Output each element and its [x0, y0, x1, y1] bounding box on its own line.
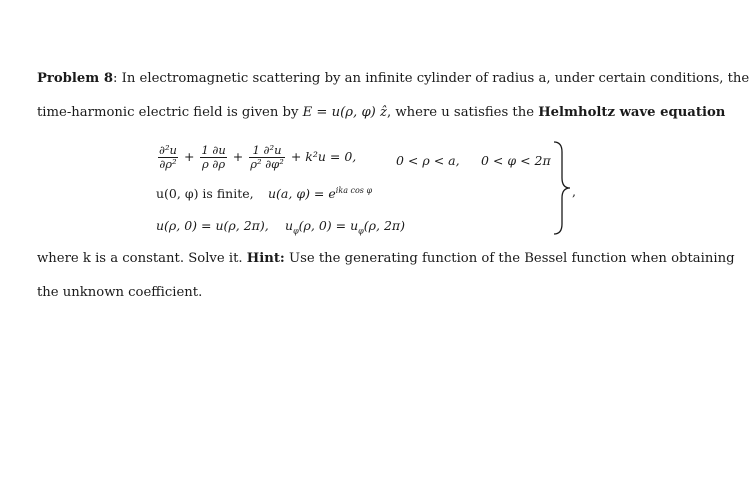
problem-label: Problem 8 [37, 71, 114, 86]
exponent: ika cos φ [335, 186, 373, 195]
hint-label: Hint: [246, 251, 285, 266]
domain-rho: 0 < ρ < a, [396, 153, 460, 168]
second-derivative-phi: $\frac{\text{1 ∂²u}}{\text{ρ² ∂φ²}}$ [250, 143, 284, 171]
domain-phi: 0 < φ < 2π [481, 153, 551, 168]
boundary-condition-value: u(a, $\varphi) = e^{ika cos \varphi}$ [268, 186, 373, 202]
periodic-condition-u: u(ρ, 0) = u(ρ, 2π), [156, 218, 269, 233]
closing-line-2: the unknown coefficient. [37, 285, 203, 300]
equation-name: Helmholtz wave equation [538, 105, 726, 120]
problem-statement-line [37, 105, 725, 120]
problem-intro-line [37, 71, 749, 86]
first-derivative-term: $\frac{1 \partial u}{\rho \partial\rho}$ [201, 143, 226, 171]
statement-text-a: time-harmonic electric field is given by [37, 105, 303, 120]
periodic-condition-uphi: $u_\varphi(\rho$, $0) = u_\varphi(\rho$, 2π) [285, 218, 405, 236]
field-expression: E = u(ρ, φ) ẑ [302, 105, 387, 120]
pde-tail: + k²u = 0, [290, 149, 357, 164]
statement-text-b: , where u satisfies the [386, 105, 539, 120]
closing-text-b: Use the generating function of the Bessel function when obtaining [284, 251, 735, 266]
trailing-comma: , [572, 184, 576, 199]
closing-text-a: where k is a constant. Solve it. [37, 251, 247, 266]
pde-equation: $\frac{\text{∂²u}}{\text{∂ρ²}}$ + $\frac{1 \partial u}{\rho \partial\rho}$ + $\frac{\text{1 ∂²u}}{\text{ρ² ∂φ²}}$ + k²u = 0, [159, 143, 357, 171]
closing-line-1 [37, 251, 735, 266]
boundary-condition-finite: u(0, φ) is finite, [156, 186, 254, 201]
second-derivative-rho: $\frac{\text{∂²u}}{\text{∂ρ²}}$ [159, 143, 177, 171]
problem-intro-text: : In electromagnetic scattering by an infinite cylinder of radius a, under certain conditions, the [113, 71, 749, 86]
